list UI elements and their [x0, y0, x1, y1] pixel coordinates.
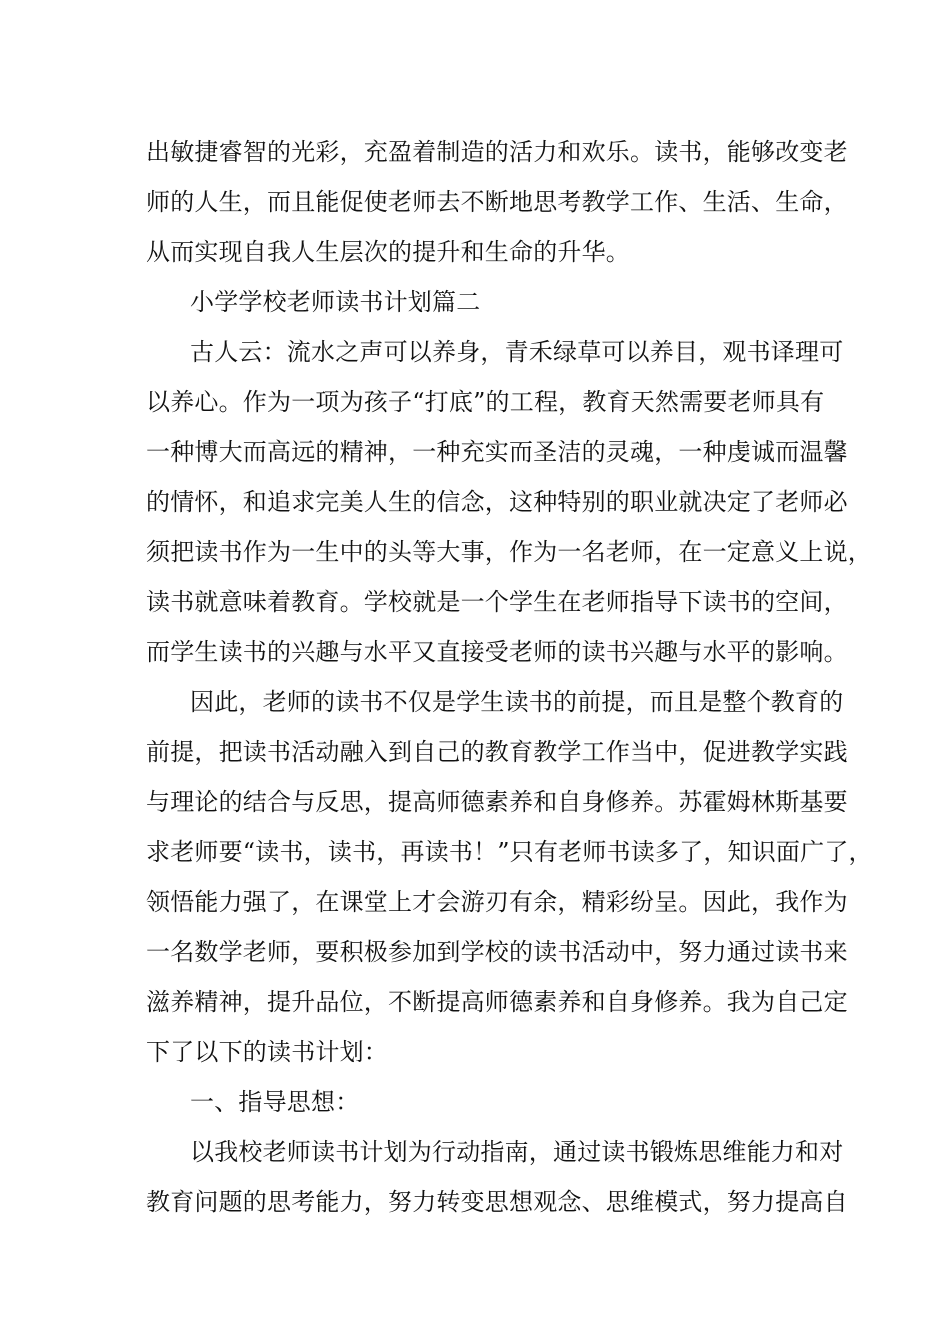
paragraph-line: 师的人生，而且能促使老师去不断地思考教学工作、生活、生命， — [146, 188, 848, 216]
paragraph-line: 求老师要“读书，读书，再读书！”只有老师书读多了，知识面广了， — [146, 838, 873, 866]
paragraph-line: 滋养精神，提升品位，不断提高师德素养和自身修养。我为自己定 — [146, 988, 848, 1016]
paragraph-line: 与理论的结合与反思，提高师德素养和自身修养。苏霍姆林斯基要 — [146, 788, 848, 816]
paragraph-line: 领悟能力强了，在课堂上才会游刃有余，精彩纷呈。因此，我作为 — [146, 888, 848, 916]
paragraph-line: 须把读书作为一生中的头等大事，作为一名老师，在一定意义上说， — [146, 538, 872, 566]
paragraph-line: 从而实现自我人生层次的提升和生命的升华。 — [146, 238, 630, 266]
paragraph-line: 而学生读书的兴趣与水平又直接受老师的读书兴趣与水平的影响。 — [146, 638, 848, 666]
paragraph-line: 前提，把读书活动融入到自己的教育教学工作当中，促进教学实践 — [146, 738, 848, 766]
paragraph-line: 的情怀，和追求完美人生的信念，这种特别的职业就决定了老师必 — [146, 488, 848, 516]
paragraph-line: 因此，老师的读书不仅是学生读书的前提，而且是整个教育的 — [190, 688, 844, 716]
paragraph-line: 出敏捷睿智的光彩，充盈着制造的活力和欢乐。读书，能够改变老 — [146, 138, 848, 166]
paragraph-line: 教育问题的思考能力，努力转变思想观念、思维模式，努力提高自 — [146, 1188, 848, 1216]
paragraph-line: 以我校老师读书计划为行动指南，通过读书锻炼思维能力和对 — [190, 1138, 844, 1166]
paragraph-line: 读书就意味着教育。学校就是一个学生在老师指导下读书的空间， — [146, 588, 848, 616]
section-heading: 一、指导思想： — [190, 1088, 360, 1116]
paragraph-line: 一种博大而高远的精神，一种充实而圣洁的灵魂，一种虔诚而温馨 — [146, 438, 848, 466]
paragraph-line: 下了以下的读书计划： — [146, 1038, 388, 1066]
paragraph-line: 以养心。作为一项为孩子“打底”的工程，教育天然需要老师具有 — [146, 388, 825, 416]
section-heading: 小学学校老师读书计划篇二 — [190, 288, 481, 316]
paragraph-line: 古人云：流水之声可以养身，青禾绿草可以养目，观书译理可 — [190, 338, 844, 366]
paragraph-line: 一名数学老师，要积极参加到学校的读书活动中，努力通过读书来 — [146, 938, 848, 966]
